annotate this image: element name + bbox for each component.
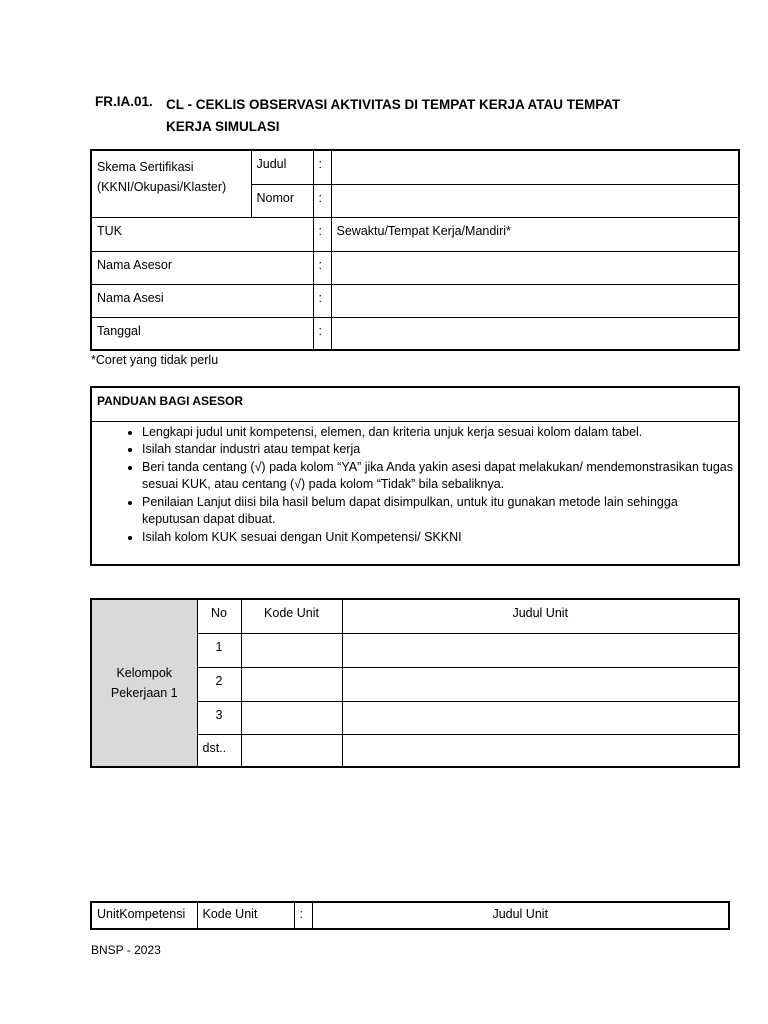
colon: : bbox=[313, 217, 331, 251]
footer-text: BNSP - 2023 bbox=[91, 943, 161, 957]
row-number: 2 bbox=[197, 667, 241, 701]
judul-label: Judul bbox=[251, 150, 313, 184]
panduan-item: • Penilaian Lanjut diisi bila hasil belum dapat disimpulkan, untuk itu gunakan metode lain sehingga keputusan dapat dibuat. bbox=[142, 494, 733, 529]
tuk-label: TUK bbox=[91, 217, 313, 251]
colon: : bbox=[294, 902, 312, 929]
skema-label: Skema Sertifikasi (KKNI/Okupasi/Klaster) bbox=[91, 150, 251, 217]
nomor-field[interactable] bbox=[331, 184, 739, 217]
row-number: 1 bbox=[197, 633, 241, 667]
tuk-value[interactable]: Sewaktu/Tempat Kerja/Mandiri* bbox=[331, 217, 739, 251]
kode-unit-cell[interactable] bbox=[241, 734, 342, 767]
judul-unit-label: Judul Unit bbox=[312, 902, 729, 929]
panduan-table bbox=[90, 386, 740, 566]
tanggal-field[interactable] bbox=[331, 317, 739, 350]
colon: : bbox=[313, 184, 331, 217]
col-kode-header: Kode Unit bbox=[241, 599, 342, 633]
colon: : bbox=[313, 317, 331, 350]
kode-unit-label: Kode Unit bbox=[197, 902, 294, 929]
unit-table bbox=[90, 901, 730, 930]
panduan-body bbox=[91, 421, 739, 565]
panduan-item: • Isilah kolom KUK sesuai dengan Unit Kompetensi/ SKKNI bbox=[142, 529, 733, 547]
colon: : bbox=[313, 284, 331, 317]
asesor-label: Nama Asesor bbox=[91, 251, 313, 284]
row-number: dst.. bbox=[197, 734, 241, 767]
form-code: FR.IA.01. bbox=[95, 94, 153, 109]
panduan-title: PANDUAN BAGI ASESOR bbox=[91, 387, 739, 421]
col-no-header: No bbox=[197, 599, 241, 633]
judul-field[interactable] bbox=[331, 150, 739, 184]
group-label: Kelompok Pekerjaan 1 bbox=[91, 599, 197, 767]
kode-unit-cell[interactable] bbox=[241, 633, 342, 667]
judul-unit-cell[interactable] bbox=[342, 633, 739, 667]
colon: : bbox=[313, 251, 331, 284]
kode-unit-cell[interactable] bbox=[241, 667, 342, 701]
kode-unit-cell[interactable] bbox=[241, 701, 342, 734]
col-judul-header: Judul Unit bbox=[342, 599, 739, 633]
judul-unit-cell[interactable] bbox=[342, 734, 739, 767]
judul-unit-cell[interactable] bbox=[342, 667, 739, 701]
form-title: CL - CEKLIS OBSERVASI AKTIVITAS DI TEMPAT KERJA ATAU TEMPAT KERJA SIMULASI bbox=[166, 97, 621, 134]
nomor-label: Nomor bbox=[251, 184, 313, 217]
judul-unit-cell[interactable] bbox=[342, 701, 739, 734]
asesi-label: Nama Asesi bbox=[91, 284, 313, 317]
footnote: *Coret yang tidak perlu bbox=[91, 353, 219, 367]
colon: : bbox=[313, 150, 331, 184]
panduan-item: • Isilah standar industri atau tempat kerja bbox=[142, 441, 733, 459]
panduan-item: • Lengkapi judul unit kompetensi, elemen, dan kriteria unjuk kerja sesuai kolom dalam tabel. bbox=[142, 424, 733, 442]
asesi-field[interactable] bbox=[331, 284, 739, 317]
asesor-field[interactable] bbox=[331, 251, 739, 284]
unit-kompetensi-label: UnitKompetensi bbox=[91, 902, 197, 929]
panduan-item: • Beri tanda centang (√) pada kolom “YA” jika Anda yakin asesi dapat melakukan/ mendemonstrasikan tugas sesuai KUK, atau centang (√) pada kolom “Tidak” bila sebaliknya. bbox=[142, 459, 733, 494]
info-table bbox=[90, 149, 740, 351]
tanggal-label: Tanggal bbox=[91, 317, 313, 350]
panduan-list bbox=[97, 424, 733, 547]
kelompok-table bbox=[90, 598, 740, 768]
row-number: 3 bbox=[197, 701, 241, 734]
